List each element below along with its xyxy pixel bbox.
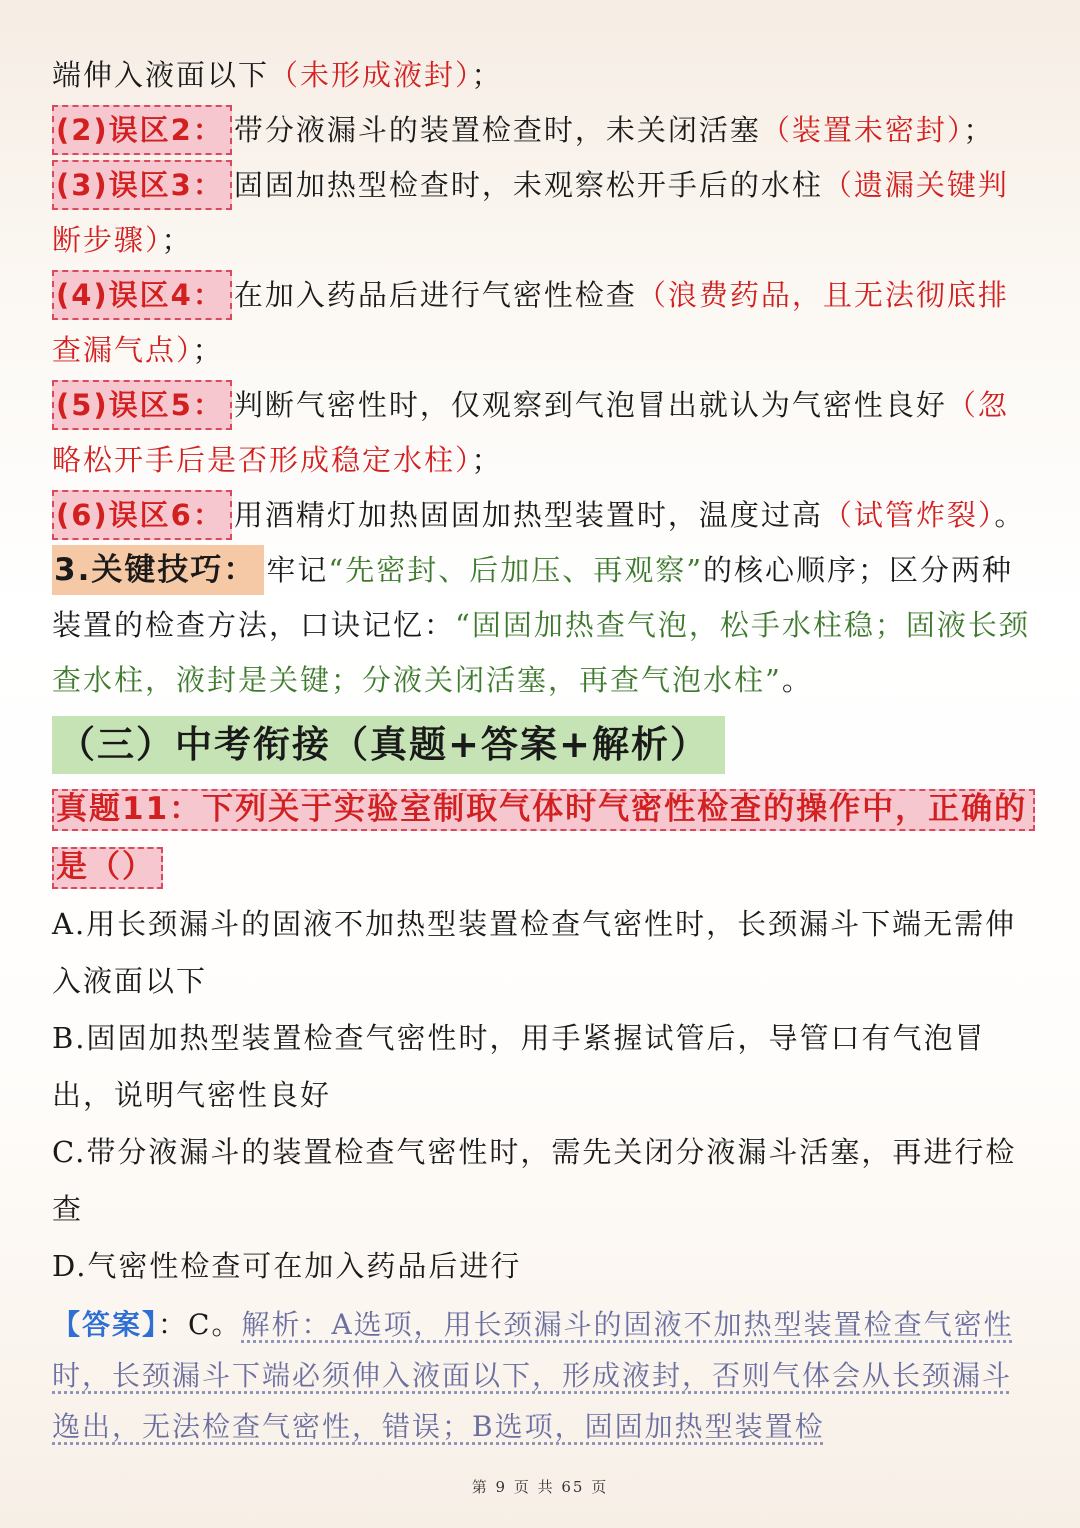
pitfall-label: (5)误区5： <box>52 380 232 430</box>
key-tip <box>52 543 1030 708</box>
question <box>52 780 1030 896</box>
option-c: C.带分液漏斗的装置检查气密性时，需先关闭分液漏斗活塞，再进行检查 <box>52 1135 1017 1226</box>
pitfall-item <box>52 268 1030 378</box>
pitfall-text: 固固加热型检查时，未观察松开手后的水柱 <box>233 168 823 202</box>
pitfall-label: (2)误区2： <box>52 105 232 155</box>
page-number-footer: 第 9 页 共 65 页 <box>471 1478 609 1496</box>
answer-block <box>52 1299 1030 1452</box>
intro-text: 端伸入液面以下 <box>52 58 270 92</box>
pitfall-note: （忽略松开手后是否形成稳定水柱） <box>52 388 1009 477</box>
intro-note: （未形成液封） <box>269 58 472 92</box>
section-title: （三）中考衔接（真题+答案+解析） <box>52 716 725 774</box>
option-b: B.固固加热型装置检查气密性时，用手紧握试管后，导管口有气泡冒出，说明气密性良好 <box>52 1021 986 1112</box>
pitfall-end: ； <box>192 333 224 367</box>
key-tip-text2: 的核心顺序；区分两种装置的检查方法，口诀记忆： <box>52 553 1014 642</box>
pitfall-end: ； <box>471 443 503 477</box>
answer-value: ：C。 <box>158 1308 242 1341</box>
pitfall-end: ； <box>161 223 193 257</box>
pitfall-text: 在加入药品后进行气密性检查 <box>233 278 637 312</box>
question-text: 真题11：下列关于实验室制取气体时气密性检查的操作中，正确的是（） <box>52 789 1035 889</box>
key-tip-end: 。 <box>781 663 813 697</box>
pitfall-label: (4)误区4： <box>52 270 232 320</box>
pitfall-item <box>52 103 1030 158</box>
pitfall-note: （遗漏关键判断步骤） <box>52 168 1009 257</box>
pitfall-label: (3)误区3： <box>52 160 232 210</box>
answer-analysis: 解析：A选项，用长颈漏斗的固液不加热型装置检查气密性时，长颈漏斗下端必须伸入液面以下，形成液封，否则气体会从长颈漏斗逸出，无法检查气密性，错误；B选项，固固加热型装置检 <box>52 1308 1014 1443</box>
intro-line <box>52 48 1030 103</box>
key-tip-text1: 牢记 <box>266 553 329 587</box>
pitfall-end: ； <box>963 113 995 147</box>
pitfall-note: （浪费药品，且无法彻底排查漏气点） <box>52 278 1009 367</box>
pitfall-text: 判断气密性时，仅观察到气泡冒出就认为气密性良好 <box>233 388 947 422</box>
key-tip-quote1: “先密封、后加压、再观察” <box>328 553 704 587</box>
pitfall-text: 用酒精灯加热固固加热型装置时，温度过高 <box>233 498 823 532</box>
key-tip-label: 3.关键技巧： <box>52 545 264 595</box>
intro-end: ； <box>471 58 503 92</box>
pitfall-end: 。 <box>994 498 1026 532</box>
key-tip-quote2: “固固加热查气泡，松手水柱稳；固液长颈查水柱，液封是关键；分液关闭活塞，再查气泡水柱” <box>52 608 1030 697</box>
pitfall-note: （试管炸裂） <box>822 498 995 532</box>
pitfall-label: (6)误区6： <box>52 490 232 540</box>
answer-label: 【答案】 <box>52 1308 159 1341</box>
pitfall-item <box>52 378 1030 488</box>
pitfall-item <box>52 158 1030 268</box>
pitfall-note: （装置未密封） <box>760 113 964 147</box>
option-d: D.气密性检查可在加入药品后进行 <box>52 1249 522 1283</box>
option-a: A.用长颈漏斗的固液不加热型装置检查气密性时，长颈漏斗下端无需伸入液面以下 <box>52 907 1017 998</box>
pitfall-item <box>52 488 1030 543</box>
page-content <box>52 48 1030 1452</box>
pitfall-text: 带分液漏斗的装置检查时，未关闭活塞 <box>233 113 761 147</box>
